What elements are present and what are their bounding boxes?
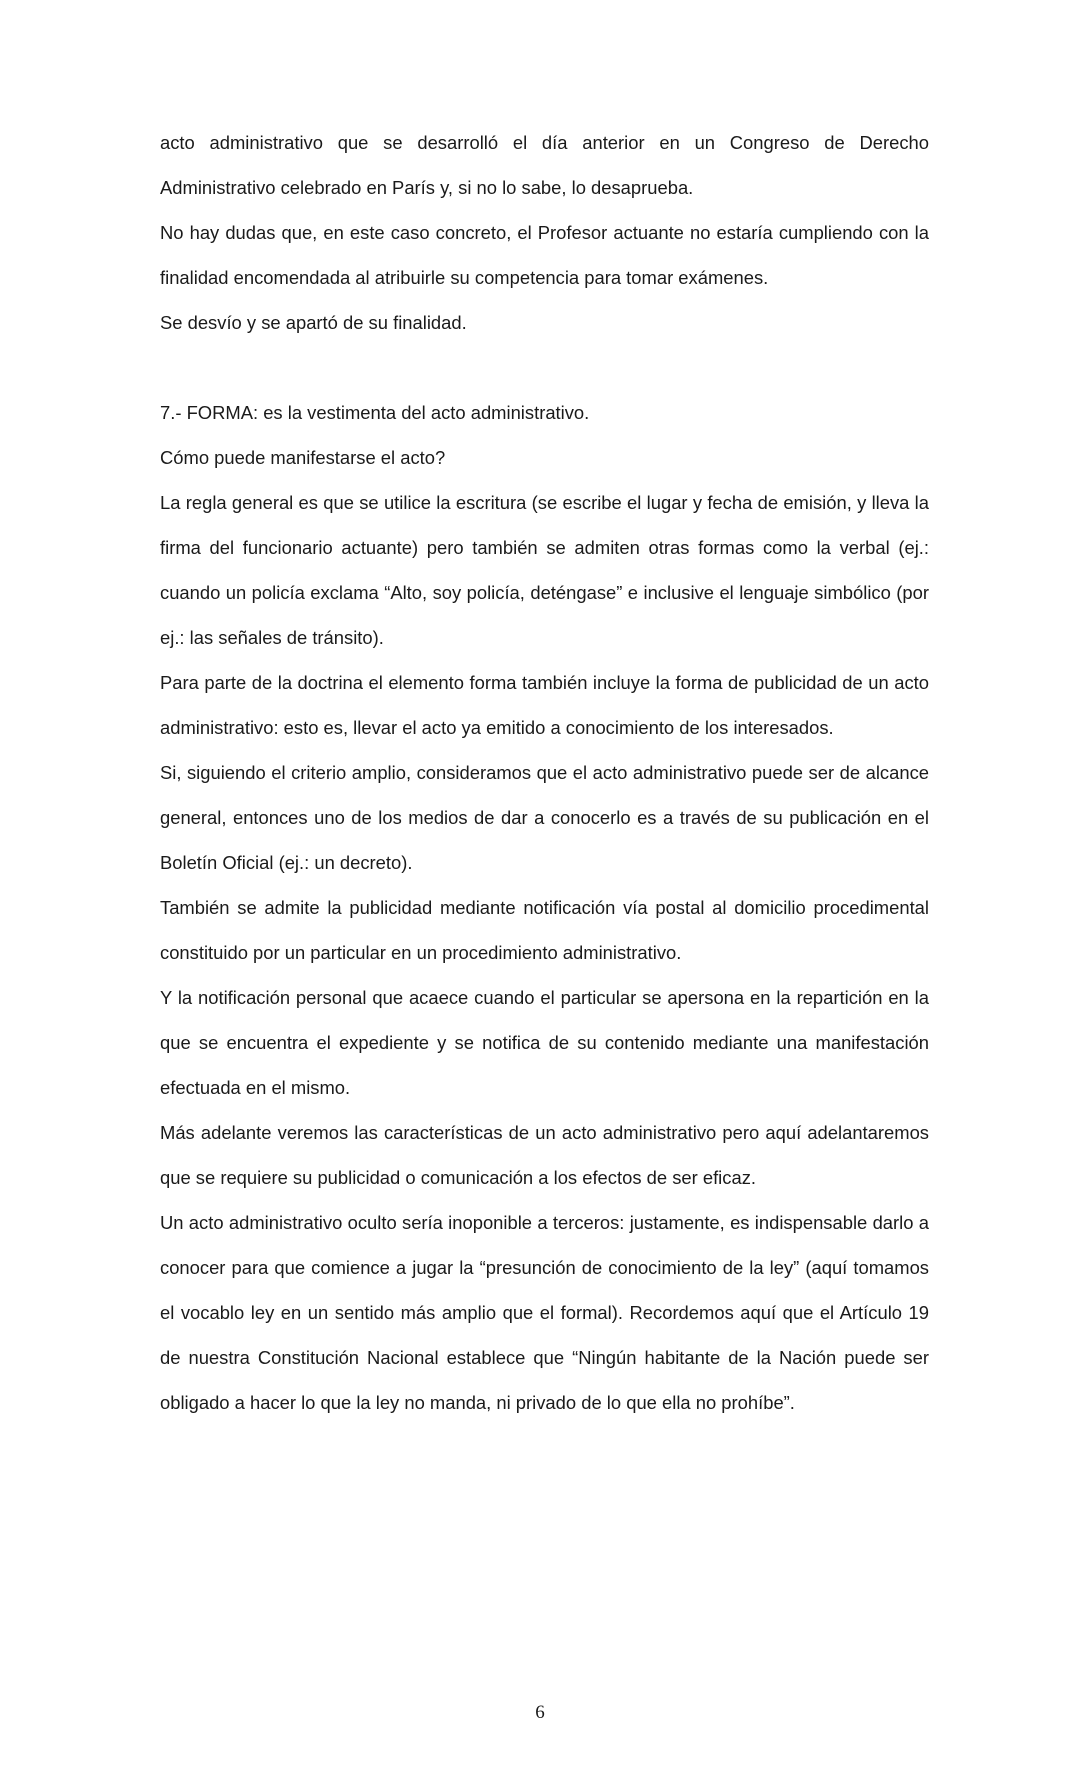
section-heading-forma: 7.- FORMA: es la vestimenta del acto administrativo. (160, 402, 590, 423)
page-number: 6 (535, 1702, 545, 1723)
paragraph-5: Cómo puede manifestarse el acto? (160, 447, 446, 468)
paragraph-7: Para parte de la doctrina el elemento forma también incluye la forma de publicidad de un acto administrativo: esto es, llevar el acto ya emitido a conocimiento de los interesados. (160, 672, 929, 738)
paragraph-2: No hay dudas que, en este caso concreto, el Profesor actuante no estaría cumpliendo con la finalidad encomendada al atribuirle su competencia para tomar exámenes. (160, 222, 929, 288)
paragraph-9: También se admite la publicidad mediante notificación vía postal al domicilio procedimental constituido por un particular en un procedimiento administrativo. (160, 897, 929, 963)
body-text (160, 120, 929, 1425)
paragraph-11: Más adelante veremos las características de un acto administrativo pero aquí adelantaremos que se requiere su publicidad o comunicación a los efectos de ser eficaz. (160, 1122, 929, 1188)
paragraph-8: Si, siguiendo el criterio amplio, consideramos que el acto administrativo puede ser de alcance general, entonces uno de los medios de dar a conocerlo es a través de su publicación en el Boletín Oficial (ej.: un decreto). (160, 762, 929, 873)
paragraph-12: Un acto administrativo oculto sería inoponible a terceros: justamente, es indispensable darlo a conocer para que comience a jugar la “presunción de conocimiento de la ley” (aquí tomamos el vocablo ley en un sentido más amplio que el formal). Recordemos aquí que el Artículo 19 de nuestra Constitución Nacional establece que “Ningún habitante de la Nación puede ser obligado a hacer lo que la ley no manda, ni privado de lo que ella no prohíbe”. (160, 1212, 929, 1413)
paragraph-10: Y la notificación personal que acaece cuando el particular se apersona en la repartición en la que se encuentra el expediente y se notifica de su contenido mediante una manifestación efectuada en el mismo. (160, 987, 929, 1098)
paragraph-6: La regla general es que se utilice la escritura (se escribe el lugar y fecha de emisión, y lleva la firma del funcionario actuante) pero también se admiten otras formas como la verbal (ej.: cuando un policía exclama “Alto, soy policía, deténgase” e inclusive el lenguaje simbólico (por ej.: las señales de tránsito). (160, 492, 929, 648)
paragraph-3: Se desvío y se apartó de su finalidad. (160, 312, 467, 333)
paragraph-1: acto administrativo que se desarrolló el día anterior en un Congreso de Derecho Administrativo celebrado en París y, si no lo sabe, lo desaprueba. (160, 132, 929, 198)
